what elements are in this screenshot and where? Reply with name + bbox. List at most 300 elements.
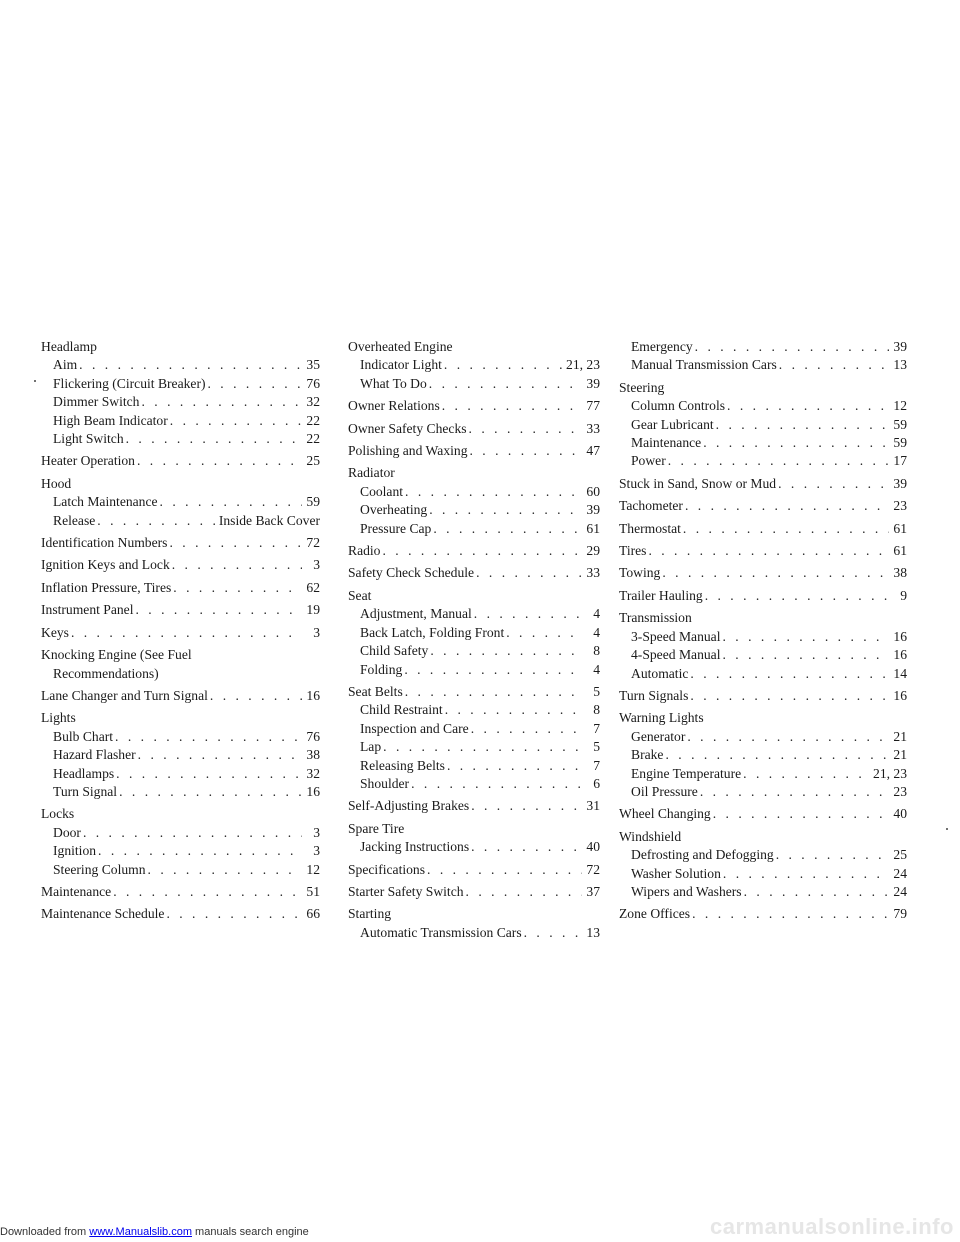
entry-label: Generator <box>631 728 686 744</box>
entry-label: Towing <box>619 565 661 581</box>
entry-page: 32 <box>306 765 320 781</box>
entry-label: Lap <box>360 739 382 755</box>
entry-page: 29 <box>586 543 600 559</box>
entry-page: 8 <box>593 702 600 718</box>
index-entry <box>41 687 320 705</box>
scan-speck <box>946 828 948 830</box>
leader-dots <box>471 797 582 815</box>
index-entry <box>619 416 907 434</box>
leader-dots <box>713 805 889 823</box>
index-entry <box>348 605 600 623</box>
index-entry <box>348 683 600 701</box>
index-entry <box>619 628 907 646</box>
entry-page: 4 <box>593 624 600 640</box>
index-entry <box>619 865 907 883</box>
entry-label: Tires <box>619 543 647 559</box>
index-entry <box>348 661 600 679</box>
index-heading <box>41 646 320 664</box>
entry-label: Gear Lubricant <box>631 416 714 432</box>
entry-label: Specifications <box>348 861 426 877</box>
index-entry <box>619 883 907 901</box>
index-entry <box>619 687 907 705</box>
leader-dots <box>382 542 582 560</box>
index-entry <box>619 475 907 493</box>
entry-page: 19 <box>306 602 320 618</box>
entry-page: 66 <box>306 906 320 922</box>
entry-page: 23 <box>893 498 907 514</box>
entry-label: Bulb Chart <box>53 728 114 744</box>
entry-label: Oil Pressure <box>631 783 698 799</box>
entry-label: Release <box>53 512 96 528</box>
leader-dots <box>466 883 582 901</box>
entry-page: 21 <box>893 728 907 744</box>
leader-dots <box>727 397 889 415</box>
index-entry <box>619 587 907 605</box>
entry-label: Maintenance <box>41 883 112 899</box>
entry-label: Lane Changer and Turn Signal <box>41 687 208 703</box>
leader-dots <box>404 661 582 679</box>
entry-page: 4 <box>593 606 600 622</box>
index-heading <box>41 475 320 493</box>
leader-dots <box>170 412 302 430</box>
leader-dots <box>723 865 889 883</box>
index-heading <box>348 464 600 482</box>
entry-page: 61 <box>893 520 907 536</box>
leader-dots <box>71 624 302 642</box>
entry-label: Overheating <box>360 502 428 518</box>
leader-dots <box>160 493 302 511</box>
index-entry <box>348 924 600 942</box>
entry-label: Turn Signals <box>619 687 689 703</box>
entry-label: Washer Solution <box>631 865 721 881</box>
index-entry <box>348 797 600 815</box>
entry-page: 21, 23 <box>566 357 600 373</box>
entry-page: 17 <box>893 453 907 469</box>
index-heading <box>41 805 320 823</box>
index-entry <box>348 738 600 756</box>
manualslib-link[interactable]: www.Manualslib.com <box>89 1226 192 1238</box>
entry-label: Self-Adjusting Brakes <box>348 798 470 814</box>
leader-dots <box>648 542 889 560</box>
index-entry <box>348 442 600 460</box>
entry-page: 22 <box>306 431 320 447</box>
entry-label: Manual Transmission Cars <box>631 357 777 373</box>
entry-page: 76 <box>306 728 320 744</box>
index-heading <box>348 905 600 923</box>
leader-dots <box>138 746 302 764</box>
entry-page: 72 <box>306 535 320 551</box>
entry-label: Wheel Changing <box>619 806 711 822</box>
index-entry <box>348 883 600 901</box>
leader-dots <box>447 757 582 775</box>
leader-dots <box>722 646 889 664</box>
entry-page: 61 <box>893 543 907 559</box>
entry-page: 37 <box>586 883 600 899</box>
entry-label: Ignition <box>53 843 97 859</box>
entry-label: Door <box>53 824 81 840</box>
leader-dots <box>169 534 302 552</box>
leader-dots <box>705 587 889 605</box>
index-heading <box>348 820 600 838</box>
entry-page: 21, 23 <box>873 765 907 781</box>
index-entry <box>41 534 320 552</box>
leader-dots <box>779 356 889 374</box>
index-heading <box>619 828 907 846</box>
index-entry <box>41 765 320 783</box>
entry-label: Instrument Panel <box>41 602 134 618</box>
entry-label: Identification Numbers <box>41 535 168 551</box>
entry-label: Pressure Cap <box>360 520 432 536</box>
entry-page: 25 <box>306 453 320 469</box>
entry-label: Inflation Pressure, Tires <box>41 579 172 595</box>
index-entry <box>41 356 320 374</box>
index-entry <box>41 728 320 746</box>
leader-dots <box>690 687 889 705</box>
entry-label: Shoulder <box>360 775 410 791</box>
entry-page: 39 <box>586 502 600 518</box>
index-entry <box>41 556 320 574</box>
entry-label: Steering Column <box>53 861 146 877</box>
entry-page: 16 <box>306 783 320 799</box>
entry-page: 59 <box>893 435 907 451</box>
entry-label: Coolant <box>360 483 404 499</box>
leader-dots <box>700 783 889 801</box>
entry-page: 40 <box>893 806 907 822</box>
leader-dots <box>471 838 582 856</box>
entry-page: 79 <box>893 906 907 922</box>
index-column-2 <box>348 338 600 942</box>
leader-dots <box>210 687 302 705</box>
index-entry <box>348 420 600 438</box>
entry-page: 16 <box>893 687 907 703</box>
entry-label: Jacking Instructions <box>360 839 470 855</box>
index-entry <box>348 356 600 374</box>
index-entry <box>41 579 320 597</box>
entry-page: 3 <box>313 824 320 840</box>
index-entry <box>619 846 907 864</box>
index-entry <box>348 520 600 538</box>
entry-label: Adjustment, Manual <box>360 606 472 622</box>
entry-page: 21 <box>893 747 907 763</box>
entry-page: 3 <box>313 843 320 859</box>
entry-label: Folding <box>360 661 403 677</box>
entry-label: Owner Relations <box>348 398 440 414</box>
index-entry <box>348 542 600 560</box>
index-entry <box>348 757 600 775</box>
entry-label: Steering <box>619 379 665 395</box>
leader-dots <box>113 883 302 901</box>
entry-page: 13 <box>893 357 907 373</box>
entry-page: 77 <box>586 398 600 414</box>
entry-label: High Beam Indicator <box>53 412 168 428</box>
entry-page: 22 <box>306 412 320 428</box>
entry-label: Windshield <box>619 828 682 844</box>
entry-label: Trailer Hauling <box>619 587 703 603</box>
entry-label: Maintenance <box>631 435 702 451</box>
index-entry <box>619 397 907 415</box>
entry-label: Knocking Engine (See Fuel <box>41 647 192 663</box>
entry-label: Seat <box>348 587 372 603</box>
entry-page: 12 <box>306 861 320 877</box>
index-entry <box>41 783 320 801</box>
entry-page: 23 <box>893 783 907 799</box>
leader-dots <box>136 601 303 619</box>
leader-dots <box>690 665 889 683</box>
index-entry <box>41 601 320 619</box>
index-entry <box>41 430 320 448</box>
entry-page: 16 <box>306 687 320 703</box>
index-heading <box>348 587 600 605</box>
leader-dots <box>98 842 302 860</box>
index-entry <box>41 624 320 642</box>
entry-label: Lights <box>41 710 76 726</box>
entry-label: Heater Operation <box>41 453 135 469</box>
download-footer <box>0 1226 309 1238</box>
entry-page: 62 <box>306 579 320 595</box>
entry-label: Owner Safety Checks <box>348 420 467 436</box>
entry-label: Recommendations) <box>53 665 159 681</box>
leader-dots <box>506 624 582 642</box>
leader-dots <box>119 783 302 801</box>
leader-dots <box>703 434 889 452</box>
entry-label: Stuck in Sand, Snow or Mud <box>619 475 777 491</box>
leader-dots <box>429 375 582 393</box>
index-heading <box>41 665 320 683</box>
leader-dots <box>474 605 582 623</box>
entry-page: 3 <box>313 557 320 573</box>
index-entry <box>41 861 320 879</box>
leader-dots <box>79 356 302 374</box>
entry-page: 9 <box>900 587 907 603</box>
entry-page: Inside Back Cover <box>218 512 320 528</box>
index-column-1 <box>41 338 320 924</box>
index-entry <box>348 501 600 519</box>
leader-dots <box>430 642 582 660</box>
index-heading <box>619 709 907 727</box>
entry-label: Aim <box>53 357 78 373</box>
index-entry <box>348 838 600 856</box>
footer-suffix: manuals search engine <box>191 1226 309 1238</box>
footer-prefix: Downloaded from <box>0 1226 90 1238</box>
index-entry <box>348 861 600 879</box>
index-entry <box>619 646 907 664</box>
entry-label: Locks <box>41 806 75 822</box>
leader-dots <box>471 720 582 738</box>
index-entry <box>619 520 907 538</box>
entry-label: What To Do <box>360 375 427 391</box>
leader-dots <box>744 883 889 901</box>
entry-page: 5 <box>593 739 600 755</box>
entry-label: Hood <box>41 475 72 491</box>
leader-dots <box>722 628 889 646</box>
entry-page: 39 <box>893 475 907 491</box>
leader-dots <box>427 861 582 879</box>
scan-speck <box>34 380 36 382</box>
index-heading <box>41 338 320 356</box>
leader-dots <box>208 375 303 393</box>
leader-dots <box>116 765 302 783</box>
entry-page: 14 <box>893 665 907 681</box>
index-entry <box>619 728 907 746</box>
leader-dots <box>470 442 583 460</box>
index-heading <box>41 709 320 727</box>
entry-page: 24 <box>893 883 907 899</box>
leader-dots <box>668 452 889 470</box>
leader-dots <box>695 338 889 356</box>
entry-label: Keys <box>41 624 69 640</box>
entry-page: 12 <box>893 398 907 414</box>
entry-page: 60 <box>586 483 600 499</box>
entry-page: 51 <box>306 883 320 899</box>
entry-label: Wipers and Washers <box>631 883 742 899</box>
index-entry <box>619 338 907 356</box>
index-heading <box>619 609 907 627</box>
entry-label: Flickering (Circuit Breaker) <box>53 375 206 391</box>
entry-label: Polishing and Waxing <box>348 443 468 459</box>
index-entry <box>619 765 907 783</box>
index-entry <box>619 746 907 764</box>
index-column-3 <box>619 338 907 924</box>
entry-page: 7 <box>593 757 600 773</box>
index-entry <box>41 746 320 764</box>
leader-dots <box>115 728 302 746</box>
leader-dots <box>411 775 582 793</box>
leader-dots <box>429 501 582 519</box>
index-entry <box>348 397 600 415</box>
entry-page: 13 <box>586 924 600 940</box>
leader-dots <box>126 430 302 448</box>
entry-label: Turn Signal <box>53 783 118 799</box>
entry-label: Latch Maintenance <box>53 494 158 510</box>
entry-label: Child Safety <box>360 643 429 659</box>
leader-dots <box>444 356 564 374</box>
entry-label: Tachometer <box>619 498 683 514</box>
entry-label: Dimmer Switch <box>53 394 140 410</box>
leader-dots <box>716 416 889 434</box>
leader-dots <box>778 475 889 493</box>
index-entry <box>348 624 600 642</box>
leader-dots <box>524 924 582 942</box>
entry-label: Starter Safety Switch <box>348 883 464 899</box>
entry-page: 76 <box>306 375 320 391</box>
entry-page: 31 <box>586 798 600 814</box>
index-entry <box>41 883 320 901</box>
entry-label: Brake <box>631 747 664 763</box>
leader-dots <box>445 701 582 719</box>
entry-page: 39 <box>893 339 907 354</box>
leader-dots <box>97 512 217 530</box>
entry-page: 38 <box>306 747 320 763</box>
index-entry <box>619 497 907 515</box>
entry-label: Back Latch, Folding Front <box>360 624 505 640</box>
entry-page: 39 <box>586 375 600 391</box>
entry-label: Overheated Engine <box>348 339 453 354</box>
entry-label: Ignition Keys and Lock <box>41 557 170 573</box>
entry-label: 3-Speed Manual <box>631 628 721 644</box>
leader-dots <box>687 728 889 746</box>
index-entry <box>41 493 320 511</box>
index-entry <box>619 665 907 683</box>
leader-dots <box>383 738 582 756</box>
index-entry <box>41 512 320 530</box>
entry-page: 25 <box>893 847 907 863</box>
entry-label: Transmission <box>619 610 692 626</box>
index-entry <box>348 701 600 719</box>
leader-dots <box>137 452 302 470</box>
entry-label: Inspection and Care <box>360 720 469 736</box>
leader-dots <box>442 397 582 415</box>
entry-label: Maintenance Schedule <box>41 906 165 922</box>
leader-dots <box>476 564 582 582</box>
index-entry <box>41 393 320 411</box>
entry-page: 6 <box>593 775 600 791</box>
entry-label: Headlamps <box>53 765 115 781</box>
index-entry <box>348 720 600 738</box>
leader-dots <box>405 483 582 501</box>
leader-dots <box>405 683 582 701</box>
entry-label: Automatic Transmission Cars <box>360 924 522 940</box>
entry-page: 47 <box>586 443 600 459</box>
entry-label: 4-Speed Manual <box>631 647 721 663</box>
entry-label: Hazard Flasher <box>53 747 136 763</box>
index-heading <box>619 379 907 397</box>
entry-page: 24 <box>893 865 907 881</box>
entry-label: Zone Offices <box>619 906 691 922</box>
entry-page: 16 <box>893 647 907 663</box>
entry-label: Warning Lights <box>619 710 704 726</box>
index-entry <box>619 905 907 923</box>
leader-dots <box>692 905 889 923</box>
entry-page: 3 <box>313 624 320 640</box>
entry-label: Safety Check Schedule <box>348 565 475 581</box>
entry-label: Column Controls <box>631 398 726 414</box>
leader-dots <box>776 846 889 864</box>
entry-label: Engine Temperature <box>631 765 742 781</box>
index-entry <box>619 542 907 560</box>
leader-dots <box>683 520 889 538</box>
entry-page: 59 <box>893 416 907 432</box>
entry-label: Power <box>631 453 666 469</box>
leader-dots <box>433 520 582 538</box>
leader-dots <box>166 905 302 923</box>
index-entry <box>619 783 907 801</box>
leader-dots <box>148 861 302 879</box>
entry-page: 40 <box>586 839 600 855</box>
entry-label: Indicator Light <box>360 357 442 373</box>
leader-dots <box>172 556 302 574</box>
index-entry <box>619 805 907 823</box>
entry-page: 61 <box>586 520 600 536</box>
entry-page: 33 <box>586 565 600 581</box>
entry-page: 33 <box>586 420 600 436</box>
leader-dots <box>662 564 889 582</box>
leader-dots <box>665 746 889 764</box>
index-entry <box>41 452 320 470</box>
index-heading <box>348 338 600 356</box>
index-entry <box>619 434 907 452</box>
entry-label: Radiator <box>348 465 395 481</box>
entry-page: 16 <box>893 628 907 644</box>
entry-label: Radio <box>348 543 381 559</box>
entry-page: 5 <box>593 683 600 699</box>
entry-label: Defrosting and Defogging <box>631 847 774 863</box>
leader-dots <box>173 579 302 597</box>
index-entry <box>41 842 320 860</box>
index-entry <box>619 452 907 470</box>
leader-dots <box>743 765 871 783</box>
index-entry <box>348 564 600 582</box>
index-entry <box>348 642 600 660</box>
